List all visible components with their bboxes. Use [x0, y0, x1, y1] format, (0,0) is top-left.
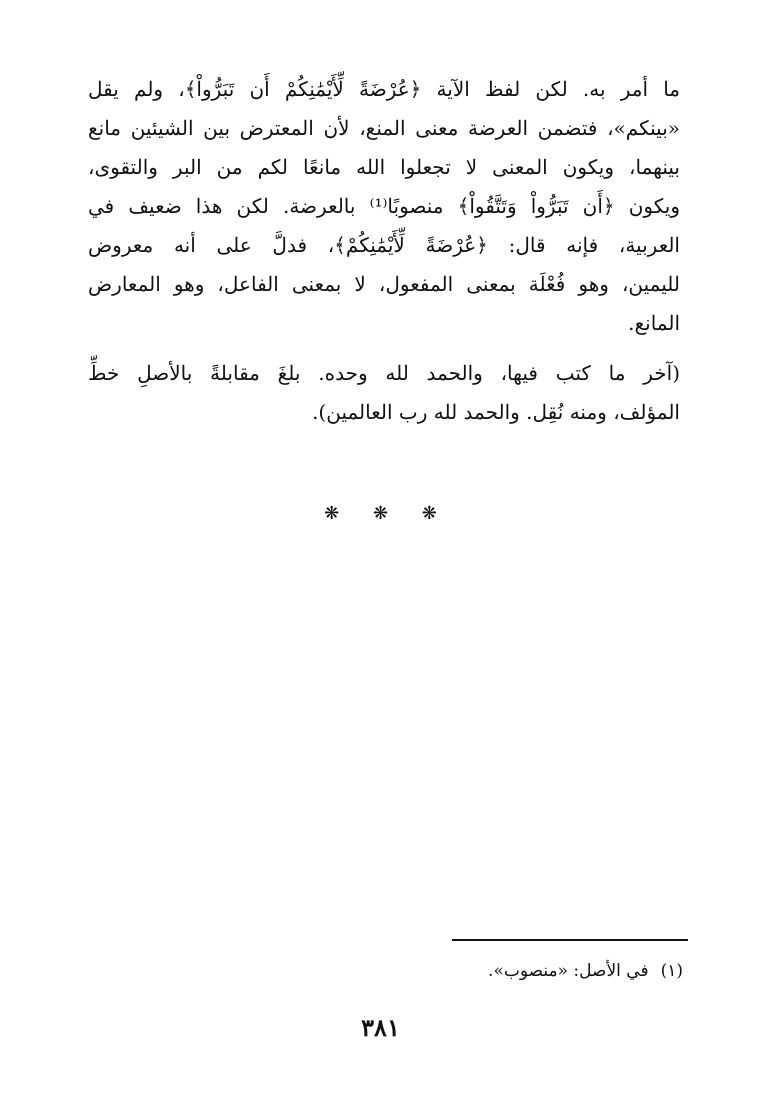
- text-line: المانع.: [628, 311, 680, 335]
- footnote-text: في الأصل: «منصوب».: [488, 961, 649, 981]
- section-separator: [0, 503, 761, 524]
- footnote-number: (١): [660, 961, 683, 981]
- text-line: لليمين، وهو فُعْلَة بمعنى المفعول، لا بمعنى الفاعل، وهو المعارض: [88, 272, 680, 296]
- text-line: ويكون ﴿أَن تَبَرُّواْ وَتَتَّقُواْ﴾ منصوبًا⁽¹⁾ بالعرضة. لكن هذا ضعيف في: [88, 194, 681, 218]
- asterism-star: ❋: [372, 503, 389, 524]
- text-line: العربية، فإنه قال: ﴿عُرْضَةً لِّأَيْمَٰنِكُمْ﴾، فدلَّ على أنه معروض: [88, 233, 680, 257]
- paragraph-1: [88, 70, 680, 343]
- page-number: ٣٨١: [361, 1013, 400, 1042]
- asterism-star: ❋: [421, 503, 437, 524]
- text-line: «بينكم»، فتضمن العرضة معنى المنع، لأن المعترض بين الشيئين مانع: [88, 116, 680, 140]
- paragraph-2: [88, 354, 680, 432]
- footnote-divider: [452, 939, 688, 941]
- text-line: المؤلف، ومنه نُقِل. والحمد لله رب العالمين).: [312, 400, 680, 424]
- text-line: ما أمر به. لكن لفظ الآية ﴿عُرْضَةً لِّأَيْمَٰنِكُمْ أَن تَبَرُّواْ﴾، ولم يقل: [88, 77, 680, 101]
- text-line: (آخر ما كتب فيها، والحمد لله وحده. بلغَ مقابلةً بالأصلِ خطِّ: [88, 361, 680, 385]
- asterism-star: ❋: [324, 503, 340, 524]
- main-text: [88, 70, 680, 432]
- footnote: [283, 958, 683, 984]
- text-line: بينهما، ويكون المعنى لا تجعلوا الله مانعًا لكم من البر والتقوى،: [88, 155, 680, 179]
